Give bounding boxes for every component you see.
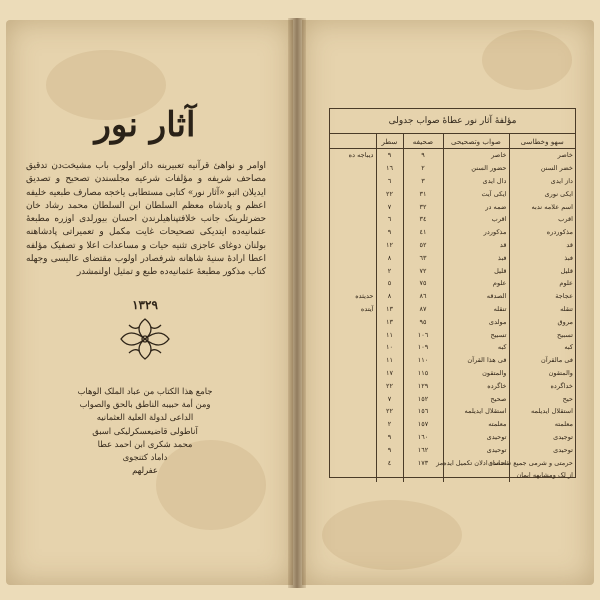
cell-error: توجیدی bbox=[509, 431, 575, 444]
cell-correction: حضور السنن bbox=[443, 162, 509, 175]
cell-note bbox=[330, 354, 376, 367]
cell-page: ١٢٩ bbox=[403, 379, 443, 392]
cell-line: ٨ bbox=[376, 290, 403, 303]
cell-error: حیح bbox=[509, 392, 575, 405]
cell-error: ایکی نوری bbox=[509, 187, 575, 200]
cell-note bbox=[330, 418, 376, 431]
table-row bbox=[330, 354, 575, 367]
cell-page: ٨٧ bbox=[403, 303, 443, 316]
cell-page: ١٥٦ bbox=[403, 405, 443, 418]
cell-note bbox=[330, 315, 376, 328]
floral-ornament-icon bbox=[115, 315, 175, 363]
cell-line: ٨ bbox=[376, 251, 403, 264]
cell-page: ٣٢ bbox=[403, 200, 443, 213]
cell-page: ٥٢ bbox=[403, 239, 443, 252]
cell-error: از لک ومشابهه ایمان bbox=[509, 469, 575, 482]
cell-correction: الصدقه bbox=[443, 290, 509, 303]
cell-page: ١١٥ bbox=[403, 367, 443, 380]
cell-error: خداگرده bbox=[509, 379, 575, 392]
cell-note: حدیثده bbox=[355, 292, 374, 301]
header-error: سهو وخطاسی bbox=[509, 134, 575, 149]
cell-line: ٢ bbox=[376, 264, 403, 277]
cell-page: ٤١ bbox=[403, 226, 443, 239]
cell-note bbox=[330, 328, 376, 341]
table-row bbox=[330, 290, 575, 303]
cell-note: آیتده bbox=[360, 304, 374, 313]
page-stain bbox=[322, 500, 462, 570]
table-row bbox=[330, 392, 575, 405]
cell-line: ٢ bbox=[376, 418, 403, 431]
cell-line: ١٧ bbox=[376, 367, 403, 380]
cell-page: ٣٤ bbox=[403, 213, 443, 226]
author-imprint bbox=[40, 385, 250, 477]
table-row bbox=[330, 443, 575, 456]
table-row bbox=[330, 367, 575, 380]
cell-line: ٩ bbox=[376, 443, 403, 456]
cell-line: ١١ bbox=[376, 354, 403, 367]
cell-note bbox=[330, 239, 376, 252]
imperial-permission-text: اوامر و نواهئ قرآنیه تعبیرینه دائر اولوب باب مشیخت‌دن تدقیق مصاحف شریفه و مؤلفات شرعیه مجلسندن تصحیح و تصدیق ایدیلان اثبو «آثار نور» کتابی مستطابی یاخجه مصارف طبعیه خلیفه اعظم و پادشاه معظم السلطان ابن السلطان محمد رشاد خان حضرتلرینک جانب خلافتپناهیلرندن احسان بیورلدی اوزره مطبعهٔ عثمانیه‌ده ایتدیکی تصحیحات غایت مکمل و تعمیراتی پادشاهنه بولنان دوغای عاجزی تثنیه حیات و مساعدات اعلا و تصفیک مؤلفه اعطا ارادهٔ سنیهٔ شاهانه شرفصادر اولوب مقتضای عالیسی وجهله کتاب مذکور مطبعهٔ عثمانیه‌ده طبع و تمثیل اولنمشدر bbox=[26, 161, 266, 278]
cell-page: ١٥٧ bbox=[403, 418, 443, 431]
cell-note bbox=[330, 443, 376, 456]
cell-error: کبه bbox=[509, 341, 575, 354]
errata-body bbox=[330, 149, 575, 482]
cell-line: ١١ bbox=[376, 328, 403, 341]
cell-line: ١٣ bbox=[376, 303, 403, 316]
cell-correction: اقرب bbox=[443, 213, 509, 226]
errata-frame bbox=[329, 108, 576, 478]
cell-correction: ایکی آیت bbox=[443, 187, 509, 200]
cell-correction: کبه bbox=[443, 341, 509, 354]
table-row bbox=[330, 379, 575, 392]
cell-error: داز ایدی bbox=[509, 175, 575, 188]
header-page: صحیفه bbox=[403, 134, 443, 149]
cell-error: خاصر bbox=[509, 149, 575, 162]
cell-line: ١٢ bbox=[376, 239, 403, 252]
cell-page: ٨٦ bbox=[403, 290, 443, 303]
cell-correction: توحیدی bbox=[443, 431, 509, 444]
cell-page: ١٥٢ bbox=[403, 392, 443, 405]
cell-error: معلمته bbox=[509, 418, 575, 431]
cell-correction: صحیح bbox=[443, 392, 509, 405]
cell-note: دیباجه ده bbox=[348, 151, 374, 160]
table-row bbox=[330, 405, 575, 418]
cell-line: ٢٢ bbox=[376, 187, 403, 200]
cell-line: ١٠ bbox=[376, 341, 403, 354]
cell-page: ٦٣ bbox=[403, 251, 443, 264]
cell-line: ٤ bbox=[376, 456, 403, 469]
cell-correction: ضمه در bbox=[443, 200, 509, 213]
cell-note bbox=[330, 162, 376, 175]
cell-correction: دال ایدی bbox=[443, 175, 509, 188]
imprint-line: ومن أمة حبیبه الناطق بالحق والصواب bbox=[79, 399, 211, 410]
cell-page: ٢ bbox=[403, 162, 443, 175]
cell-page: ١٦٠ bbox=[403, 431, 443, 444]
cell-note bbox=[330, 251, 376, 264]
imprint-line: جامع هذا الکتاب من عباد الملک الوهاب bbox=[77, 386, 213, 396]
cell-line bbox=[376, 469, 403, 482]
table-row bbox=[330, 431, 575, 444]
cell-correction: والمتقون bbox=[443, 367, 509, 380]
cell-error: مروق bbox=[509, 315, 575, 328]
table-row bbox=[330, 162, 575, 175]
cell-page: ١٠٦ bbox=[403, 328, 443, 341]
cell-note bbox=[330, 405, 376, 418]
errata-header-row bbox=[330, 134, 575, 149]
cell-correction: تسبیح bbox=[443, 328, 509, 341]
cell-note bbox=[330, 392, 376, 405]
cell-error: تسبیح bbox=[509, 328, 575, 341]
cell-note bbox=[330, 175, 376, 188]
cell-line: ٦ bbox=[376, 175, 403, 188]
cell-correction: قلیل bbox=[443, 264, 509, 277]
cell-line: ٩ bbox=[376, 149, 403, 162]
cell-note bbox=[330, 341, 376, 354]
cell-page: ١١٠ bbox=[403, 354, 443, 367]
cell-correction: فبذ bbox=[443, 251, 509, 264]
cell-correction: قد bbox=[443, 239, 509, 252]
cell-error: تنقله bbox=[509, 303, 575, 316]
imprint-line: آناطولی قاضیعسکرلیکی اسبق bbox=[92, 425, 198, 436]
cell-correction: مذکوردر bbox=[443, 226, 509, 239]
cell-note bbox=[330, 226, 376, 239]
errata-title: مؤلفهٔ آثار نور عطاهٔ صواب جدولی bbox=[330, 109, 575, 134]
cell-line: ٥ bbox=[376, 277, 403, 290]
header-correction: صواب وتصحیحی bbox=[443, 134, 509, 149]
cell-line: ٧ bbox=[376, 392, 403, 405]
table-row bbox=[330, 239, 575, 252]
imprint-line: محمد شکری ابن احمد عطا bbox=[97, 438, 193, 449]
table-row bbox=[330, 175, 575, 188]
table-row bbox=[330, 213, 575, 226]
cell-error: فبذ bbox=[509, 251, 575, 264]
cell-note bbox=[330, 367, 376, 380]
cell-page: ٩ bbox=[403, 149, 443, 162]
cell-error: استقلال ایدیلمه bbox=[509, 405, 575, 418]
table-row bbox=[330, 315, 575, 328]
table-row bbox=[330, 456, 575, 469]
cell-line: ٢٢ bbox=[376, 405, 403, 418]
page-stain bbox=[482, 30, 572, 90]
cell-line: ٩ bbox=[376, 226, 403, 239]
cell-page: ١٦٢ bbox=[403, 443, 443, 456]
table-row bbox=[330, 303, 575, 316]
imprint-line: داماد کتنجوی bbox=[122, 452, 168, 463]
cell-correction: توحیدی bbox=[443, 443, 509, 456]
cell-error: اقرب bbox=[509, 213, 575, 226]
cell-error: توحیدی bbox=[509, 443, 575, 456]
cell-correction: مولدی bbox=[443, 315, 509, 328]
cell-correction: استقلال ایدیلمه bbox=[443, 405, 509, 418]
imprint-line: الداعی لدولة العلیة العثمانیه bbox=[96, 412, 194, 423]
table-row bbox=[330, 328, 575, 341]
cell-note bbox=[330, 213, 376, 226]
cell-correction: تنقله bbox=[443, 303, 509, 316]
cell-correction: علوم bbox=[443, 277, 509, 290]
table-row bbox=[330, 277, 575, 290]
cell-line: ٦ bbox=[376, 213, 403, 226]
header-note bbox=[330, 134, 376, 149]
cell-page: ١٠٩ bbox=[403, 341, 443, 354]
book-title: آثار نور bbox=[94, 105, 196, 145]
cell-note bbox=[330, 277, 376, 290]
cell-correction: فی هذا القرآن bbox=[443, 354, 509, 367]
cell-error: قد bbox=[509, 239, 575, 252]
cell-line: ٧ bbox=[376, 200, 403, 213]
errata-table bbox=[330, 134, 575, 482]
cell-page bbox=[403, 469, 443, 482]
table-row bbox=[330, 187, 575, 200]
cell-line: ٩ bbox=[376, 431, 403, 444]
cell-correction bbox=[443, 469, 509, 482]
cell-note bbox=[330, 456, 376, 469]
table-row bbox=[330, 469, 575, 482]
table-row bbox=[330, 264, 575, 277]
table-row bbox=[330, 251, 575, 264]
cell-line: ١٣ bbox=[376, 315, 403, 328]
cell-page: ٧٥ bbox=[403, 277, 443, 290]
cell-error: علوم bbox=[509, 277, 575, 290]
cell-note bbox=[330, 200, 376, 213]
table-row bbox=[330, 418, 575, 431]
cell-correction: احصاء ادلان تکمیل ایده‌مز bbox=[443, 456, 509, 469]
book-gutter bbox=[288, 18, 306, 588]
table-row bbox=[330, 149, 575, 162]
cell-page: ٧٢ bbox=[403, 264, 443, 277]
cell-correction: معلمته bbox=[443, 418, 509, 431]
cell-note bbox=[330, 431, 376, 444]
table-row bbox=[330, 226, 575, 239]
cell-error: حرمتی و شرمی جمیع نقصاندن bbox=[509, 456, 575, 469]
cell-error: عجاجة bbox=[509, 290, 575, 303]
cell-page: ٩٥ bbox=[403, 315, 443, 328]
cell-error: والمتقون bbox=[509, 367, 575, 380]
table-row bbox=[330, 200, 575, 213]
cell-line: ١٦ bbox=[376, 162, 403, 175]
cell-note bbox=[330, 469, 376, 482]
publication-year: ١٣٢٩ bbox=[132, 298, 158, 312]
cell-correction: خاگرده bbox=[443, 379, 509, 392]
cell-note bbox=[330, 187, 376, 200]
cell-note bbox=[330, 379, 376, 392]
table-row bbox=[330, 341, 575, 354]
cell-error: خضر السنن bbox=[509, 162, 575, 175]
cell-page: ٣ bbox=[403, 175, 443, 188]
cell-error: قلیل bbox=[509, 264, 575, 277]
cell-note bbox=[330, 264, 376, 277]
cell-error: مذکوردره bbox=[509, 226, 575, 239]
cell-error: اسم علامه ندبه bbox=[509, 200, 575, 213]
header-line: سطر bbox=[376, 134, 403, 149]
cell-correction: خاصر bbox=[443, 149, 509, 162]
cell-page: ١٧٣ bbox=[403, 456, 443, 469]
cell-page: ٣١ bbox=[403, 187, 443, 200]
cell-error: فی مالقرآن bbox=[509, 354, 575, 367]
cell-line: ٢٢ bbox=[376, 379, 403, 392]
imprint-line: عفرلهم bbox=[132, 465, 158, 476]
